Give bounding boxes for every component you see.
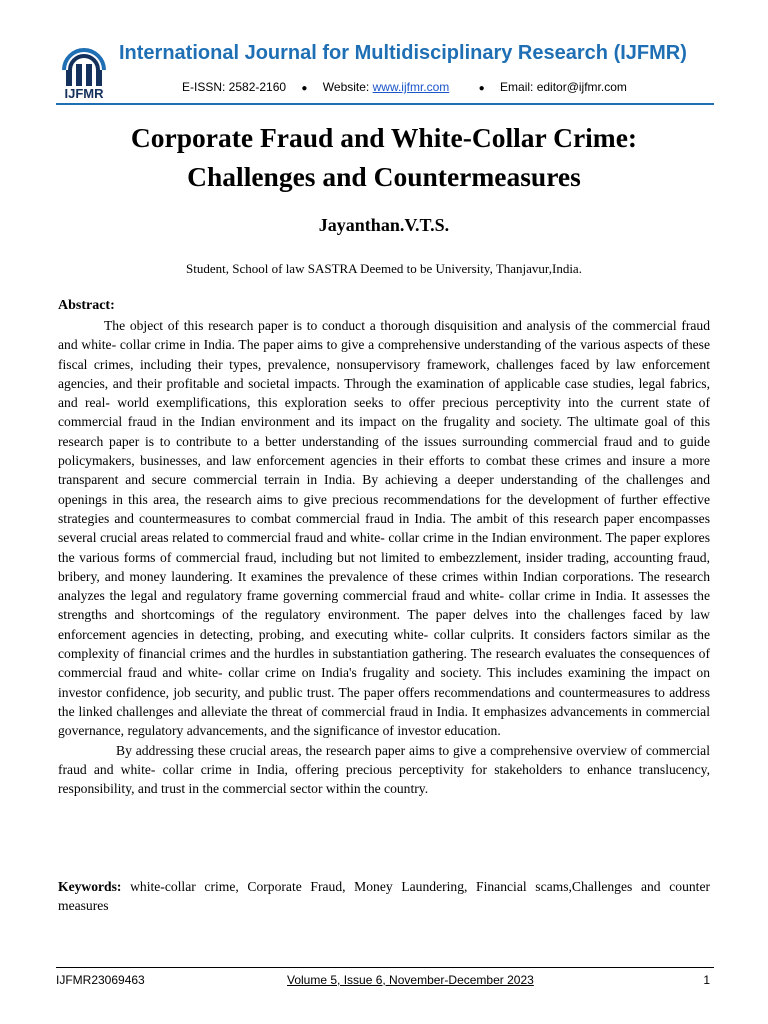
- journal-title-text: International Journal for Multidisciplinary Research: [119, 42, 608, 64]
- logo-text: IJFMR: [64, 86, 104, 100]
- abstract-paragraph-1: The object of this research paper is to conduct a thorough disquisition and analysis of the commercial fraud and white- collar crime in India. The paper aims to give a comprehensive understanding of the various aspects of these fiscal crimes, including their types, prevalence, nonsupervisory framework, challenges faced by law enforcement agencies, and their profitable and societal impacts. Through the examination of applicable case studies, legal fabrics, and real- world exemplifications, this exploration seeks to offer precious perceptivity into the current state of commercial fraud in the Indian environment and its impact on the frugality and society. The ultimate goal of this research paper is to contribute to a better understanding of the issues surrounding commercial fraud and to guide policymakers, businesses, and law enforcement agencies in their efforts to combat these crimes and insure a more transparent and secure commercial terrain in India. By achieving a deeper understanding of the challenges and openings in this area, the research aims to give precious recommendations for the development of further effective strategies and countermeasures to combat commercial fraud in India. The ambit of this research paper encompasses several crucial areas related to commercial fraud and white- collar crime in the Indian environment. The paper explores the various forms of commercial fraud, including but not limited to embezzlement, insider trading, accounting fraud, bribery, and money laundering. It examines the prevalence of these crimes within Indian corporations. The research analyzes the legal and regulatory frame governing commercial fraud and white- collar crime in India. It assesses the strengths and shortcomings of the regulatory environment. The paper delves into the challenges faced by law enforcement agencies in detecting, probing, and executing white- collar culprits. It considers factors similar as the complexity of financial crimes and the hurdles in substantiation gathering. The research evaluates the consequences of commercial fraud and white- collar crime on India's frugality and society. This includes examining the impact on investor confidence, job security, and public trust. The paper offers recommendations and countermeasures to address the linked challenges and alleviate the threat of commercial fraud in India. It emphasizes advancements in commercial governance, regulatory advancements, and the significance of investor education.: [58, 318, 710, 739]
- journal-logo: [56, 40, 112, 100]
- bullet-icon: ●: [301, 83, 308, 94]
- abstract-paragraph-2: By addressing these crucial areas, the research paper aims to give a comprehensive overview of commercial fraud and white- collar crime in India, offering precious perceptivity for stakeholders to enhance translucency, responsibility, and trust in the commercial sector within the country.: [58, 742, 710, 797]
- page-number: 1: [703, 973, 710, 987]
- page-footer: [56, 973, 714, 989]
- keywords: [58, 877, 710, 916]
- volume-issue: Volume 5, Issue 6, November-December 2023: [287, 973, 534, 987]
- journal-title: [119, 42, 759, 65]
- abstract-body: [58, 316, 710, 798]
- author-name: Jayanthan.V.T.S.: [318, 215, 450, 235]
- eissn: E-ISSN: 2582-2160: [182, 80, 287, 94]
- keywords-text: white-collar crime, Corporate Fraud, Money Laundering, Financial scams,Challenges and counter measures: [58, 879, 710, 914]
- journal-header: [0, 0, 768, 110]
- bullet-icon: ●: [478, 83, 485, 94]
- email: Email: editor@ijfmr.com: [500, 80, 627, 94]
- paper-id: IJFMR23069463: [56, 973, 145, 987]
- journal-abbr: (IJFMR): [613, 42, 687, 64]
- footer-divider: [56, 967, 714, 968]
- title-line-1: Corporate Fraud and White-Collar Crime:: [130, 122, 638, 153]
- journal-meta: [182, 80, 627, 94]
- author-affiliation: Student, School of law SASTRA Deemed to be University, Thanjavur,India.: [186, 261, 582, 276]
- website-label: Website:: [322, 80, 373, 94]
- website-link[interactable]: www.ijfmr.com: [372, 80, 450, 94]
- header-divider: [56, 103, 714, 105]
- abstract-heading: Abstract:: [58, 298, 115, 313]
- title-line-2: Challenges and Countermeasures: [187, 161, 581, 192]
- paper-title: [40, 118, 728, 196]
- keywords-label: Keywords:: [58, 879, 122, 894]
